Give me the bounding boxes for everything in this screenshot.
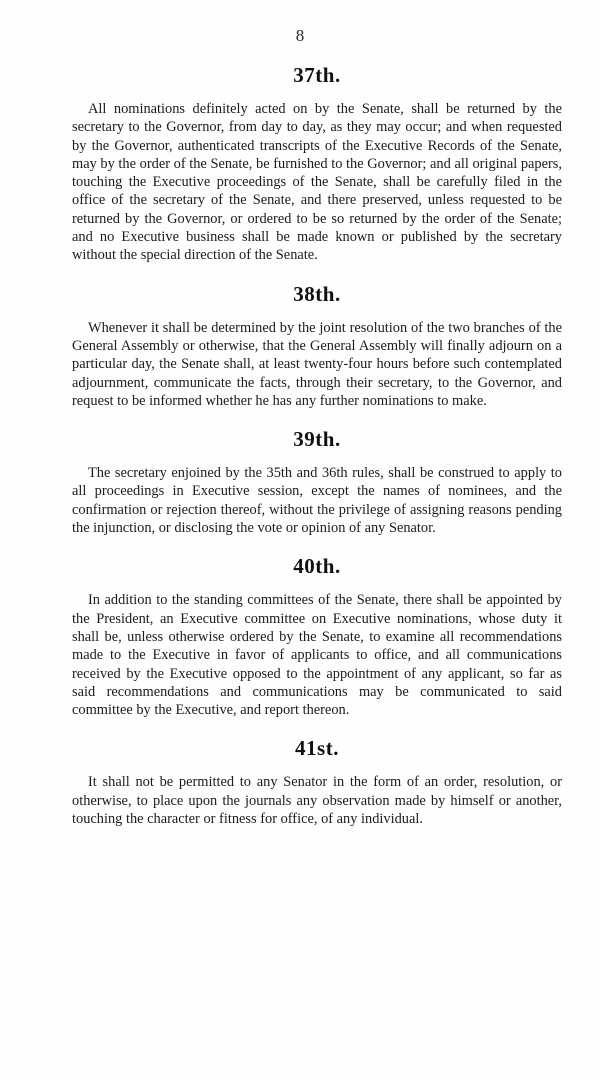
rules-content: [72, 62, 562, 844]
rule-37-text: All nominations definitely acted on by the Senate, shall be returned by the secretary to the Governor, from day to day, as they may occur; and when requested by the Governor, authenticated transcripts of the Executive Records of the Senate, may by the order of the Senate, be furnished to the Governor; and all original papers, touching the Executive proceedings of the Senate, shall be carefully filed in the office of the secretary of the Senate, and there preserved, unless requested to be returned by the Governor, or ordered to be so returned by the order of the Senate; and no Executive business shall be made known or published by the secretary without the special direction of the Senate.: [72, 101, 562, 264]
rule-38-heading: 38th.: [293, 281, 341, 306]
rule-40-section: [72, 553, 562, 719]
page-number: 8: [295, 26, 305, 45]
rule-37-heading: 37th.: [293, 63, 341, 87]
rule-39-section: [72, 426, 562, 537]
rule-41-heading: 41st.: [295, 736, 339, 761]
rule-41-section: [72, 735, 562, 828]
rule-39-heading: 39th.: [293, 427, 341, 452]
rule-41-text: It shall not be permitted to any Senator in the form of an order, resolution, or otherwise, to place upon the journals any observation made by himself or another, touching the character or fitness for office, of any individual.: [72, 774, 562, 828]
rule-38-section: [72, 281, 562, 410]
rule-37-section: [72, 62, 562, 265]
rule-39-text: The secretary enjoined by the 35th and 36th rules, shall be construed to apply to all proceedings in Executive session, except the names of nominees, and the confirmation or rejection thereof, without the privilege of assigning reasons pending the injunction, or disclosing the vote or opinion of any Senator.: [72, 465, 562, 537]
rule-40-heading: 40th.: [293, 554, 341, 579]
rule-38-text: Whenever it shall be determined by the joint resolution of the two branches of the General Assembly or otherwise, that the General Assembly will finally adjourn on a particular day, the Senate shall, at least twenty-four hours before such contemplated adjournment, communicate the facts, through their secretary, to the Governor, and request to be informed whether he has any further nominations to make.: [72, 319, 562, 409]
rule-40-text: In addition to the standing committees of the Senate, there shall be appointed by the President, an Executive committee on Executive nominations, whose duty it shall be, unless otherwise ordered by the Senate, to examine all recommendations made to the Executive in favor of applicants to office, and all communications received by the Executive opposed to the appointment of any applicant, so far as said recommendations and communications may be communicated to said committee by the Executive, and report thereon.: [72, 592, 562, 719]
